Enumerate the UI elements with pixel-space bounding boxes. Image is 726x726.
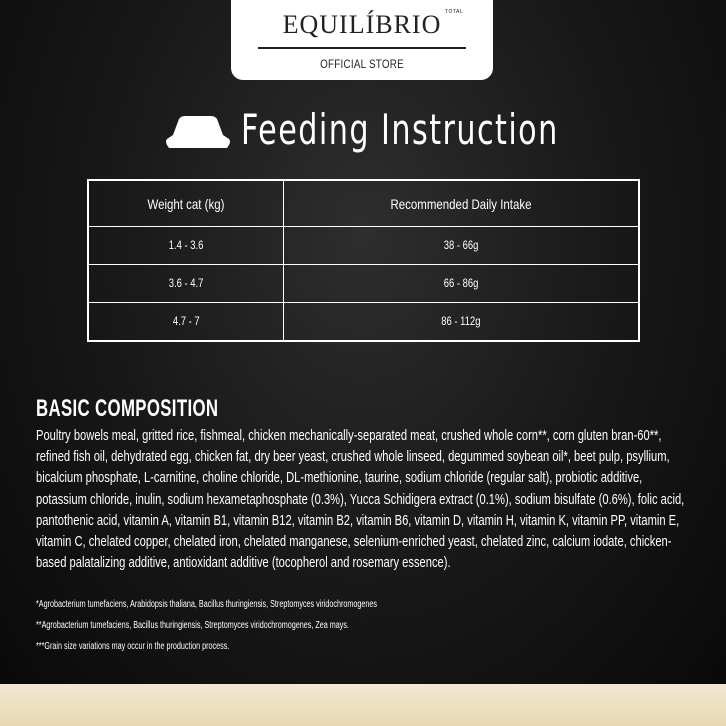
weight-cell: 4.7 - 7 xyxy=(88,303,283,342)
food-bowl-icon xyxy=(165,115,231,151)
footnote-2: **Agrobacterium tumefaciens, Bacillus thuringiensis, Streptomyces viridochromogenes, Zea mays. xyxy=(36,620,349,631)
composition-text: Poultry bowels meal, gritted rice, fishmeal, chicken mechanically-separated meat, crushed whole corn**, corn gluten bran-60**, refined fish oil, dehydrated egg, chicken fat, dry beer yeast, crushed whole linseed, degummed soybean oil*, beet pulp, psyllium, bicalcium phosphate, L-carnitine, choline chloride, DL-methionine, taurine, sodium chloride (regular salt), probiotic additive, potassium chloride, inulin, sodium hexametaphosphate (0.3%), Yucca Schidigera extract (0.1%), sodium bisulfate (0.6%), folic acid, pantothenic acid, vitamin A, vitamin B1, vitamin B12, vitamin B2, vitamin B6, vitamin D, vitamin H, vitamin K, vitamin PP, vitamin E, vitamin C, chelated copper, chelated iron, chelated manganese, selenium-enriched yeast, chelated zinc, calcium iodate, chicken-based palatalizing additive, antioxidant additive (tocopherol and rosemary essence). xyxy=(36,428,685,572)
table-row xyxy=(88,265,639,303)
feeding-heading xyxy=(165,104,682,154)
intake-cell: 66 - 86g xyxy=(283,265,639,303)
brand-trademark: TOTAL xyxy=(445,9,464,15)
logo-divider xyxy=(258,47,466,49)
page-title: Feeding Instruction xyxy=(241,104,559,154)
bottom-band xyxy=(0,684,726,726)
weight-cell: 3.6 - 4.7 xyxy=(88,265,283,303)
brand-name: EQUILÍBRIO xyxy=(282,10,442,39)
table-header-row xyxy=(88,180,639,227)
table-row xyxy=(88,303,639,342)
brand-logo-box xyxy=(231,0,493,80)
intake-cell: 38 - 66g xyxy=(283,227,639,265)
table-row xyxy=(88,227,639,265)
weight-cell: 1.4 - 3.6 xyxy=(88,227,283,265)
column-header-intake: Recommended Daily Intake xyxy=(283,180,639,227)
composition-title: BASIC COMPOSITION xyxy=(36,395,219,422)
footnote-1: *Agrobacterium tumefaciens, Arabidopsis thaliana, Bacillus thuringiensis, Streptomyces viridochromogenes xyxy=(36,599,377,610)
brand-subtitle: OFFICIAL STORE xyxy=(320,57,404,71)
intake-cell: 86 - 112g xyxy=(283,303,639,342)
column-header-weight: Weight cat (kg) xyxy=(88,180,283,227)
feeding-table xyxy=(87,179,640,342)
footnote-3: ***Grain size variations may occur in the production process. xyxy=(36,641,230,652)
